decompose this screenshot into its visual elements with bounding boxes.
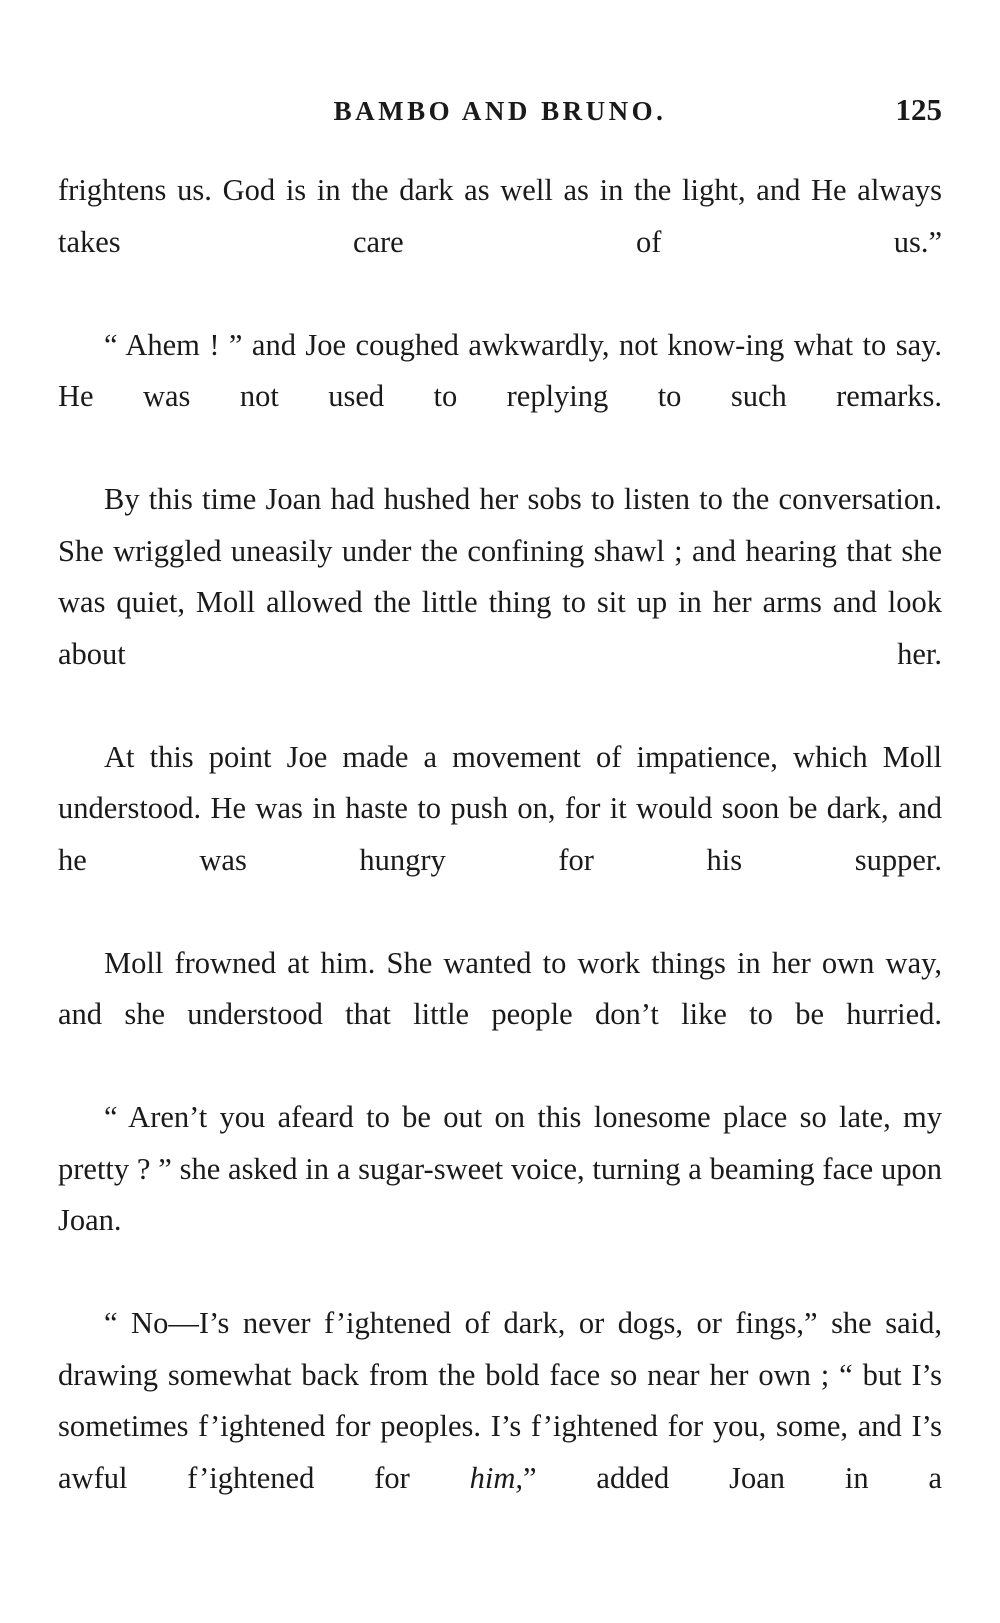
paragraph-1: frightens us. God is in the dark as well as in the light, and He always takes care of us.” [58, 173, 942, 259]
paragraph-7-text: “ No—I’s never f’ightened of dark, or dogs, or fings,” she said, drawing somewhat back from the bold face so near her own ; “ but I’s sometimes f’ightened for peoples. I’s f’ightened for you, some, and I’s awful f’ightened for [58, 1306, 942, 1495]
page-number: 125 [895, 92, 942, 127]
paragraph-7-emphasis: him, [469, 1460, 523, 1495]
paragraph-3: By this time Joan had hushed her sobs to listen to the conversation. She wriggled uneasily under the confining shawl ; and hearing that she was quiet, Moll allowed the little thing to sit up in her arms and look about her. [58, 482, 942, 671]
page-body [58, 165, 942, 1556]
running-title: BAMBO AND BRUNO. [333, 96, 667, 126]
paragraph-7 [58, 1298, 942, 1556]
paragraph-7-text-after: ” added Joan in a [523, 1460, 942, 1495]
paragraph-4: At this point Joe made a movement of impatience, which Moll understood. He was in haste to push on, for it would soon be dark, and he was hungry for his supper. [58, 739, 942, 877]
paragraph-2: “ Ahem ! ” and Joe coughed awkwardly, not know-ing what to say. He was not used to replying to such remarks. [58, 327, 942, 413]
page-header [58, 92, 942, 138]
paragraph-6: “ Aren’t you afeard to be out on this lonesome place so late, my pretty ? ” she asked in a sugar-sweet voice, turning a beaming face upon Joan. [58, 1100, 942, 1237]
paragraph-5: Moll frowned at him. She wanted to work things in her own way, and she understood that little people don’t like to be hurried. [58, 945, 942, 1031]
